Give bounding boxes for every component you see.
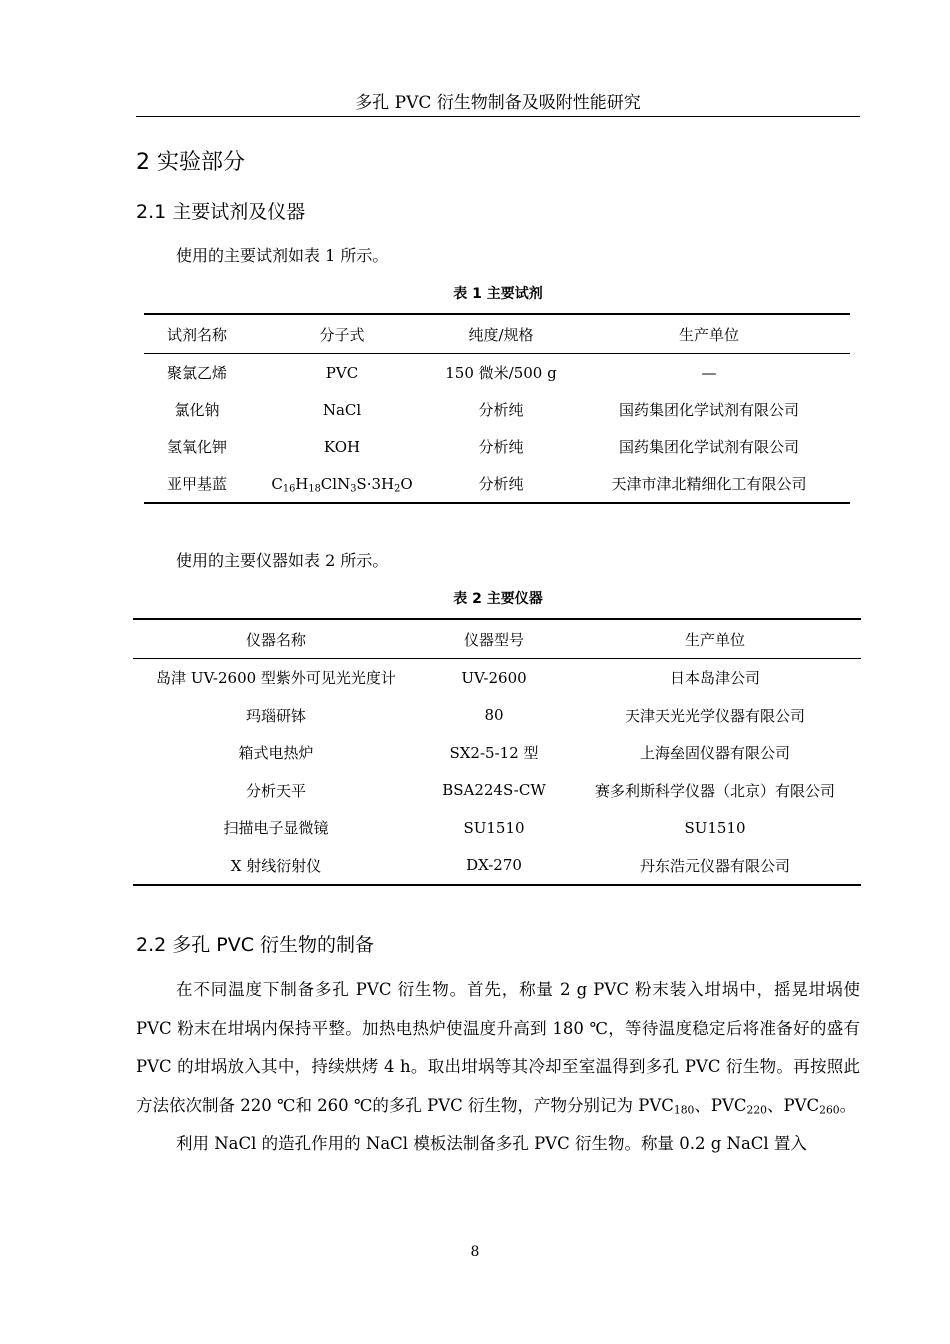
table2-intro: 使用的主要仪器如表 2 所示。 — [176, 551, 389, 570]
table-cell: 丹东浩元仪器有限公司 — [639, 856, 790, 875]
table-cell: 玛瑙研钵 — [245, 706, 306, 725]
table-cell: 氯化钠 — [174, 401, 220, 419]
column-header: 仪器名称 — [245, 630, 306, 649]
table-row — [133, 772, 861, 810]
table-header-row — [144, 314, 850, 354]
table-cell: DX-270 — [466, 856, 522, 875]
table-row — [144, 428, 850, 465]
paragraph: 利用 NaCl 的造孔作用的 NaCl 模板法制备多孔 PVC 衍生物。称量 0.2 g NaCl 置入 — [176, 1134, 807, 1153]
column-header: 生产单位 — [684, 630, 745, 649]
header-rule — [136, 116, 860, 117]
table-cell: 岛津 UV-2600 型紫外可见光光度计 — [156, 669, 396, 688]
column-header: 仪器型号 — [463, 630, 524, 649]
column-header: 生产单位 — [678, 325, 739, 344]
table-cell: 扫描电子显微镜 — [223, 819, 329, 838]
table-cell: 分析纯 — [478, 475, 524, 493]
table-row — [133, 734, 861, 772]
subsection-heading-2-1: 2.1 主要试剂及仪器 — [136, 201, 306, 223]
table1-caption: 表 1 主要试剂 — [453, 286, 543, 302]
table-cell: BSA224S-CW — [442, 781, 546, 800]
table-header-row — [133, 619, 861, 659]
table-cell: PVC — [325, 363, 359, 382]
table1-intro: 使用的主要试剂如表 1 所示。 — [176, 246, 389, 265]
table-row — [144, 391, 850, 428]
table-cell: 赛多利斯科学仪器（北京）有限公司 — [594, 781, 835, 800]
table-row — [133, 847, 861, 886]
column-header: 纯度/规格 — [468, 325, 534, 344]
chemical-formula-cell: $C_{16}H_{18}ClN_3S\cdot 3H_2O$ — [271, 474, 413, 494]
table-row — [133, 697, 861, 735]
table-row — [133, 809, 861, 847]
table-cell: X 射线衍射仪 — [230, 856, 322, 875]
running-header: 多孔 PVC 衍生物制备及吸附性能研究 — [355, 93, 641, 113]
table2-caption: 表 2 主要仪器 — [453, 591, 543, 607]
table-cell: 分析天平 — [245, 781, 306, 800]
table-cell: KOH — [323, 437, 361, 456]
instruments-table — [133, 618, 861, 886]
table-cell: 150 微米/500 g — [445, 364, 557, 382]
table-cell: 分析纯 — [478, 438, 524, 456]
table-cell: 上海垒固仪器有限公司 — [639, 744, 790, 763]
table-cell: 国药集团化学试剂有限公司 — [618, 401, 799, 419]
body-text — [136, 971, 860, 1164]
table-cell: 日本岛津公司 — [669, 669, 760, 688]
page-number: 8 — [470, 1244, 480, 1260]
table-cell: — — [701, 363, 717, 382]
table-cell: SX2-5-12 型 — [449, 744, 539, 763]
column-header: 分子式 — [319, 325, 365, 344]
table-cell: 分析纯 — [478, 401, 524, 419]
table-cell: 箱式电热炉 — [238, 744, 314, 763]
table-cell: 氢氧化钾 — [166, 438, 227, 456]
section-heading: 2 实验部分 — [136, 150, 245, 175]
table-cell: UV-2600 — [461, 668, 527, 687]
table-cell: 亚甲基蓝 — [166, 475, 227, 493]
reagents-table — [144, 313, 850, 504]
table-cell: 国药集团化学试剂有限公司 — [618, 438, 799, 456]
table-cell: 天津天光光学仪器有限公司 — [624, 706, 805, 725]
table-row — [144, 465, 850, 503]
table-cell: NaCl — [322, 400, 362, 419]
table-row — [133, 659, 861, 697]
table-cell: 天津市津北精细化工有限公司 — [611, 475, 807, 493]
table-cell: SU1510 — [463, 818, 525, 837]
table-cell: SU1510 — [684, 818, 746, 837]
table-cell: 80 — [484, 706, 504, 725]
column-header: 试剂名称 — [166, 325, 227, 344]
table-cell: 聚氯乙烯 — [166, 364, 227, 382]
paragraph: 在不同温度下制备多孔 PVC 衍生物。首先，称量 2 g PVC 粉末装入坩埚中，摇晃坩埚使 PVC 粉末在坩埚内保持平整。加热电热炉使温度升高到 180 ℃，等待温度稳定后将准备好的盛有 PVC 的坩埚放入其中，持续烘烤 4 h。取出坩埚等其冷却至室温得到多孔 PVC 衍生物。再按照此方法依次制备 220 ℃和 260 ℃的多孔 PVC 衍生物，产物分别记为 $PVC_{180}$、$PVC_{220}$、$PVC_{260}$。 — [136, 980, 860, 1117]
subsection-heading-2-2: 2.2 多孔 PVC 衍生物的制备 — [136, 934, 375, 956]
table-row — [144, 354, 850, 392]
